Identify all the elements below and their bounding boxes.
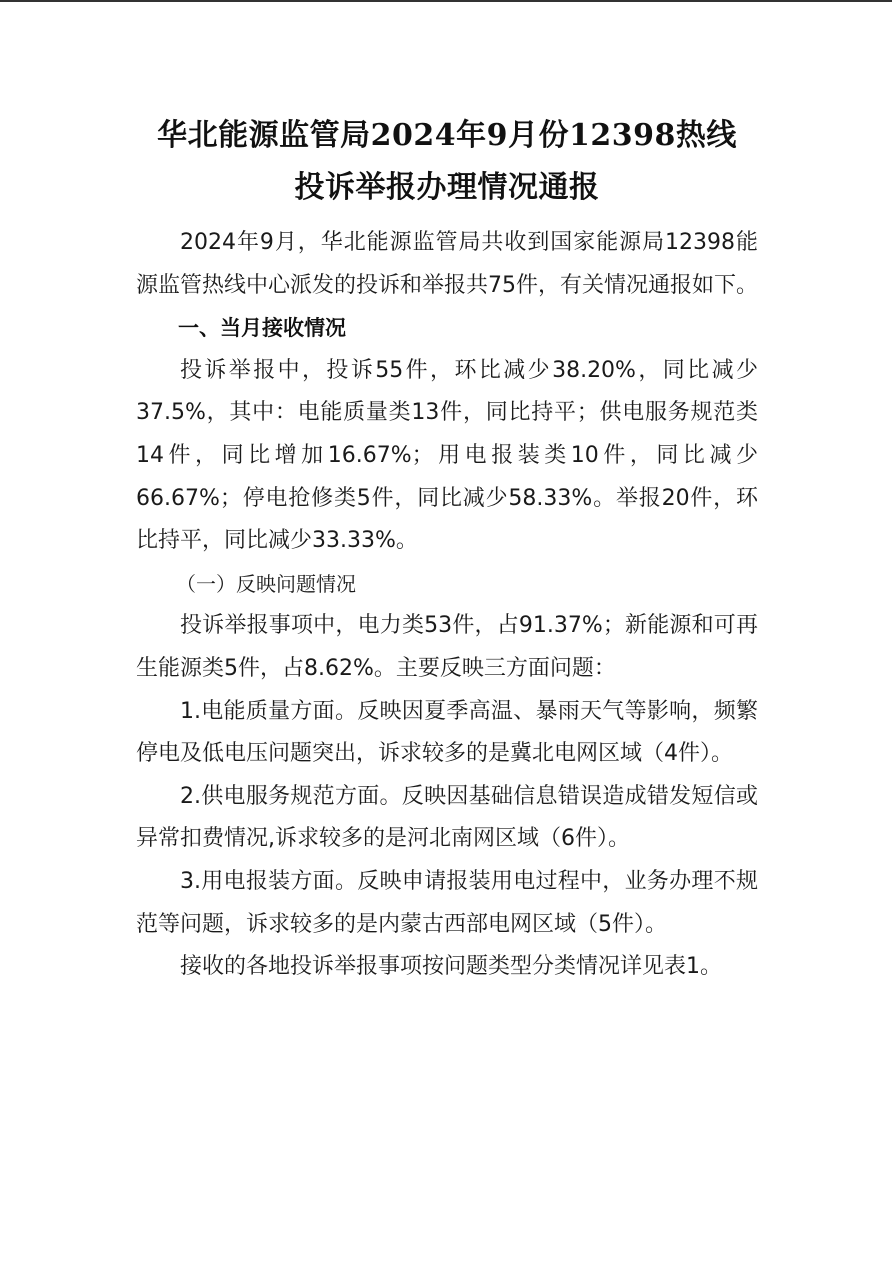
document-body bbox=[136, 222, 758, 989]
document-title bbox=[136, 110, 758, 214]
issue-category-paragraph: 投诉举报事项中，电力类53件，占91.37%；新能源和可再生能源类5件，占8.62%。主要反映三方面问题： bbox=[136, 613, 758, 681]
subsection-heading-issues: （一）反映问题情况 bbox=[176, 571, 356, 596]
closing-paragraph: 接收的各地投诉举报事项按问题类型分类情况详见表1。 bbox=[180, 954, 722, 980]
issue-item-service-standards: 2.供电服务规范方面。反映因基础信息错误造成错发短信或异常扣费情况,诉求较多的是河北南网区域（6件）。 bbox=[136, 783, 758, 852]
issue-item-power-quality: 1.电能质量方面。反映因夏季高温、暴雨天气等影响，频繁停电及低电压问题突出，诉求较多的是冀北电网区域（4件）。 bbox=[136, 698, 758, 767]
title-line-2: 投诉举报办理情况通报 bbox=[294, 170, 600, 205]
page-top-border bbox=[0, 0, 892, 2]
title-line-1: 华北能源监管局2024年9月份12398热线 bbox=[157, 118, 737, 153]
document-page bbox=[136, 110, 758, 989]
section-heading-monthly-receipt: 一、当月接收情况 bbox=[178, 316, 346, 341]
complaint-statistics-paragraph: 投诉举报中，投诉55件，环比减少38.20%，同比减少37.5%，其中：电能质量类13件，同比持平；供电服务规范类14件，同比增加16.67%；用电报装类10件，同比减少66.67%；停电抢修类5件，同比减少58.33%。举报20件，环比持平，同比减少33.33%。 bbox=[136, 357, 758, 554]
issue-item-installation: 3.用电报装方面。反映申请报装用电过程中，业务办理不规范等问题，诉求较多的是内蒙古西部电网区域（5件）。 bbox=[136, 868, 758, 937]
intro-paragraph: 2024年9月，华北能源监管局共收到国家能源局12398能源监管热线中心派发的投诉和举报共75件，有关情况通报如下。 bbox=[136, 230, 758, 298]
